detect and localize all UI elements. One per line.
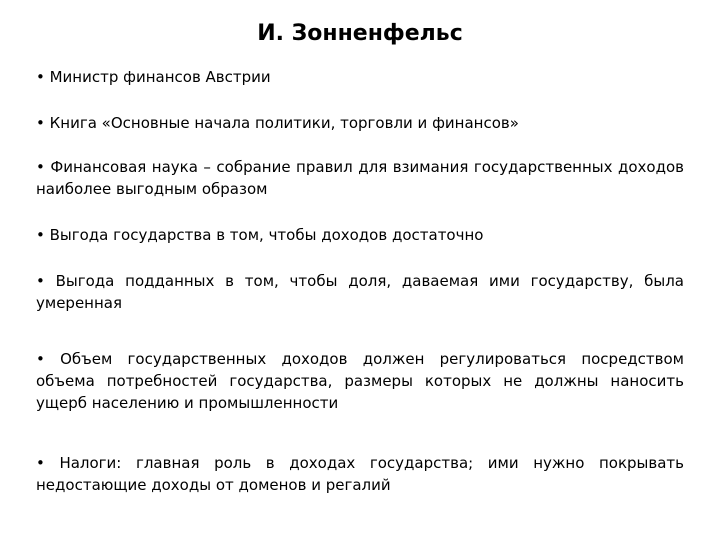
bullet-item: • Выгода государства в том, чтобы доходов достаточно xyxy=(36,226,484,244)
bullet-item: • Книга «Основные начала политики, торговли и финансов» xyxy=(36,114,519,132)
bullet-item: • Объем государственных доходов должен регулироваться посредством объема потребностей государства, размеры которых не должны наносить ущерб населению и промышленности xyxy=(36,350,684,412)
bullet-item: • Министр финансов Австрии xyxy=(36,68,271,86)
bullet-item: • Финансовая наука – собрание правил для взимания государственных доходов наиболее выгодным образом xyxy=(36,158,684,198)
bullet-item: • Налоги: главная роль в доходах государства; ими нужно покрывать недостающие доходы от доменов и регалий xyxy=(36,454,684,494)
slide-title: И. Зонненфельс xyxy=(257,21,463,46)
bullet-item: • Выгода подданных в том, чтобы доля, даваемая ими государству, была умеренная xyxy=(36,272,684,312)
